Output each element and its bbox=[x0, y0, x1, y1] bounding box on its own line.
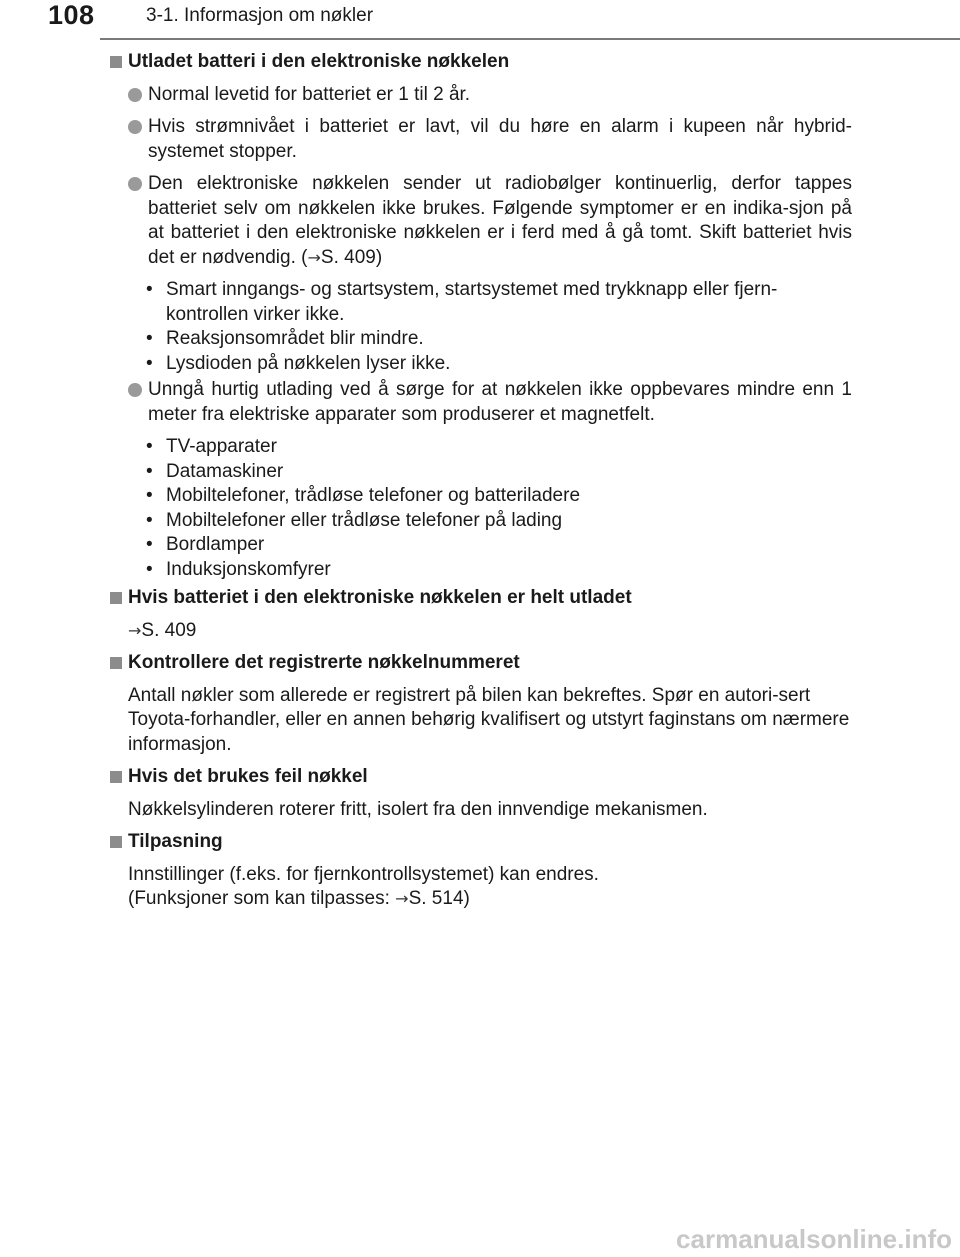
paragraph bbox=[108, 619, 852, 644]
dot-bullet: • bbox=[146, 352, 153, 374]
paragraph-line: Innstillinger (f.eks. for fjernkontrollsystemet) kan endres. bbox=[128, 863, 599, 885]
circle-bullet-icon bbox=[128, 88, 142, 102]
bullet-text: Den elektroniske nøkkelen sender ut radiobølger kontinuerlig, derfor tappes batteriet selv om nøkkelen ikke brukes. Følgende symptomer er en indika-sjon på at batteriet i den elektroniske nøkkelen er i ferd med å gå tomt. Skift batteriet hvis det er nødvendig. ( bbox=[148, 173, 852, 268]
list-item-text: Induksjonskomfyrer bbox=[166, 558, 331, 580]
paragraph: Antall nøkler som allerede er registrert på bilen kan bekreftes. Spør en autori-sert Toyota-forhandler, eller en annen behørig kvalifisert og utstyrt faginstans om nærmere informasjon. bbox=[128, 684, 850, 755]
list-item-text: Lysdioden på nøkkelen lyser ikke. bbox=[166, 352, 451, 374]
dot-bullet: • bbox=[146, 509, 153, 531]
page-reference[interactable]: S. 409) bbox=[320, 246, 383, 268]
section-heading-dead-battery bbox=[108, 586, 852, 611]
dot-bullet: • bbox=[146, 534, 153, 555]
list-item bbox=[108, 460, 852, 485]
list-item-text: Mobiltelefoner, trådløse telefoner og batteriladere bbox=[166, 485, 581, 506]
circle-bullet-item bbox=[108, 115, 852, 164]
list-item bbox=[108, 352, 852, 377]
page-header bbox=[0, 0, 960, 40]
dot-bullet: • bbox=[146, 460, 153, 482]
dot-bullet: • bbox=[146, 558, 153, 580]
section-heading-key-number bbox=[108, 651, 852, 676]
arrow-right-icon: → bbox=[307, 247, 321, 267]
list-item-text: Bordlamper bbox=[166, 534, 265, 555]
list-item-text: Datamaskiner bbox=[166, 460, 284, 482]
watermark: carmanualsonline.info bbox=[676, 1224, 952, 1254]
list-item-text: Mobiltelefoner eller trådløse telefoner på lading bbox=[166, 509, 563, 531]
list-item bbox=[108, 509, 852, 534]
circle-bullet-icon bbox=[128, 383, 142, 397]
heading-text: Kontrollere det registrerte nøkkelnummeret bbox=[128, 652, 520, 673]
arrow-right-icon: → bbox=[128, 620, 142, 640]
list-item-text: Smart inngangs- og startsystem, startsystemet med trykknapp eller fjern-kontrollen virker ikke. bbox=[166, 279, 778, 325]
page-reference[interactable]: S. 514) bbox=[408, 888, 470, 909]
paragraph-line bbox=[128, 887, 852, 912]
list-item bbox=[108, 558, 852, 583]
circle-bullet-item bbox=[108, 83, 852, 108]
dot-bullet: • bbox=[146, 436, 153, 457]
square-bullet-icon bbox=[110, 592, 122, 604]
page-content bbox=[108, 50, 852, 912]
header-divider bbox=[100, 38, 960, 40]
section-heading-customization bbox=[108, 830, 852, 855]
bullet-text: Unngå hurtig utlading ved å sørge for at nøkkelen ikke oppbevares mindre enn 1 meter fra elektriske apparater som produserer et magnetfelt. bbox=[148, 379, 852, 425]
circle-bullet-item bbox=[108, 378, 852, 427]
dot-bullet: • bbox=[146, 279, 153, 300]
heading-text: Hvis batteriet i den elektroniske nøkkelen er helt utladet bbox=[128, 587, 632, 608]
heading-text: Tilpasning bbox=[128, 831, 223, 852]
dot-bullet: • bbox=[146, 485, 153, 506]
heading-text: Hvis det brukes feil nøkkel bbox=[128, 766, 368, 787]
appliance-list bbox=[108, 435, 852, 582]
list-item bbox=[108, 435, 852, 460]
section-heading-wrong-key bbox=[108, 765, 852, 790]
circle-bullet-icon bbox=[128, 177, 142, 191]
list-item-text: Reaksjonsområdet blir mindre. bbox=[166, 328, 424, 349]
heading-text: Utladet batteri i den elektroniske nøkkelen bbox=[128, 51, 510, 72]
square-bullet-icon bbox=[110, 56, 122, 68]
paragraph-text: (Funksjoner som kan tilpasses: bbox=[128, 888, 396, 909]
list-item bbox=[108, 327, 852, 352]
bullet-text: Hvis strømnivået i batteriet er lavt, vil du høre en alarm i kupeen når hybrid-systemet stopper. bbox=[148, 116, 852, 162]
circle-bullet-icon bbox=[128, 120, 142, 134]
paragraph: Nøkkelsylinderen roterer fritt, isolert fra den innvendige mekanismen. bbox=[128, 798, 708, 820]
list-item-text: TV-apparater bbox=[166, 436, 277, 457]
paragraph bbox=[108, 863, 852, 912]
circle-bullet-item bbox=[108, 172, 852, 270]
page-number: 108 bbox=[48, 0, 95, 30]
symptom-list bbox=[108, 278, 852, 376]
list-item bbox=[108, 533, 852, 558]
section-heading-battery bbox=[108, 50, 852, 75]
bullet-text: Normal levetid for batteriet er 1 til 2 år. bbox=[148, 83, 471, 105]
section-title: 3-1. Informasjon om nøkler bbox=[146, 5, 374, 26]
square-bullet-icon bbox=[110, 836, 122, 848]
list-item bbox=[108, 278, 852, 327]
arrow-right-icon: → bbox=[395, 889, 409, 908]
dot-bullet: • bbox=[146, 328, 153, 349]
square-bullet-icon bbox=[110, 771, 122, 783]
page-reference[interactable]: S. 409 bbox=[141, 619, 197, 641]
list-item bbox=[108, 484, 852, 509]
square-bullet-icon bbox=[110, 657, 122, 669]
